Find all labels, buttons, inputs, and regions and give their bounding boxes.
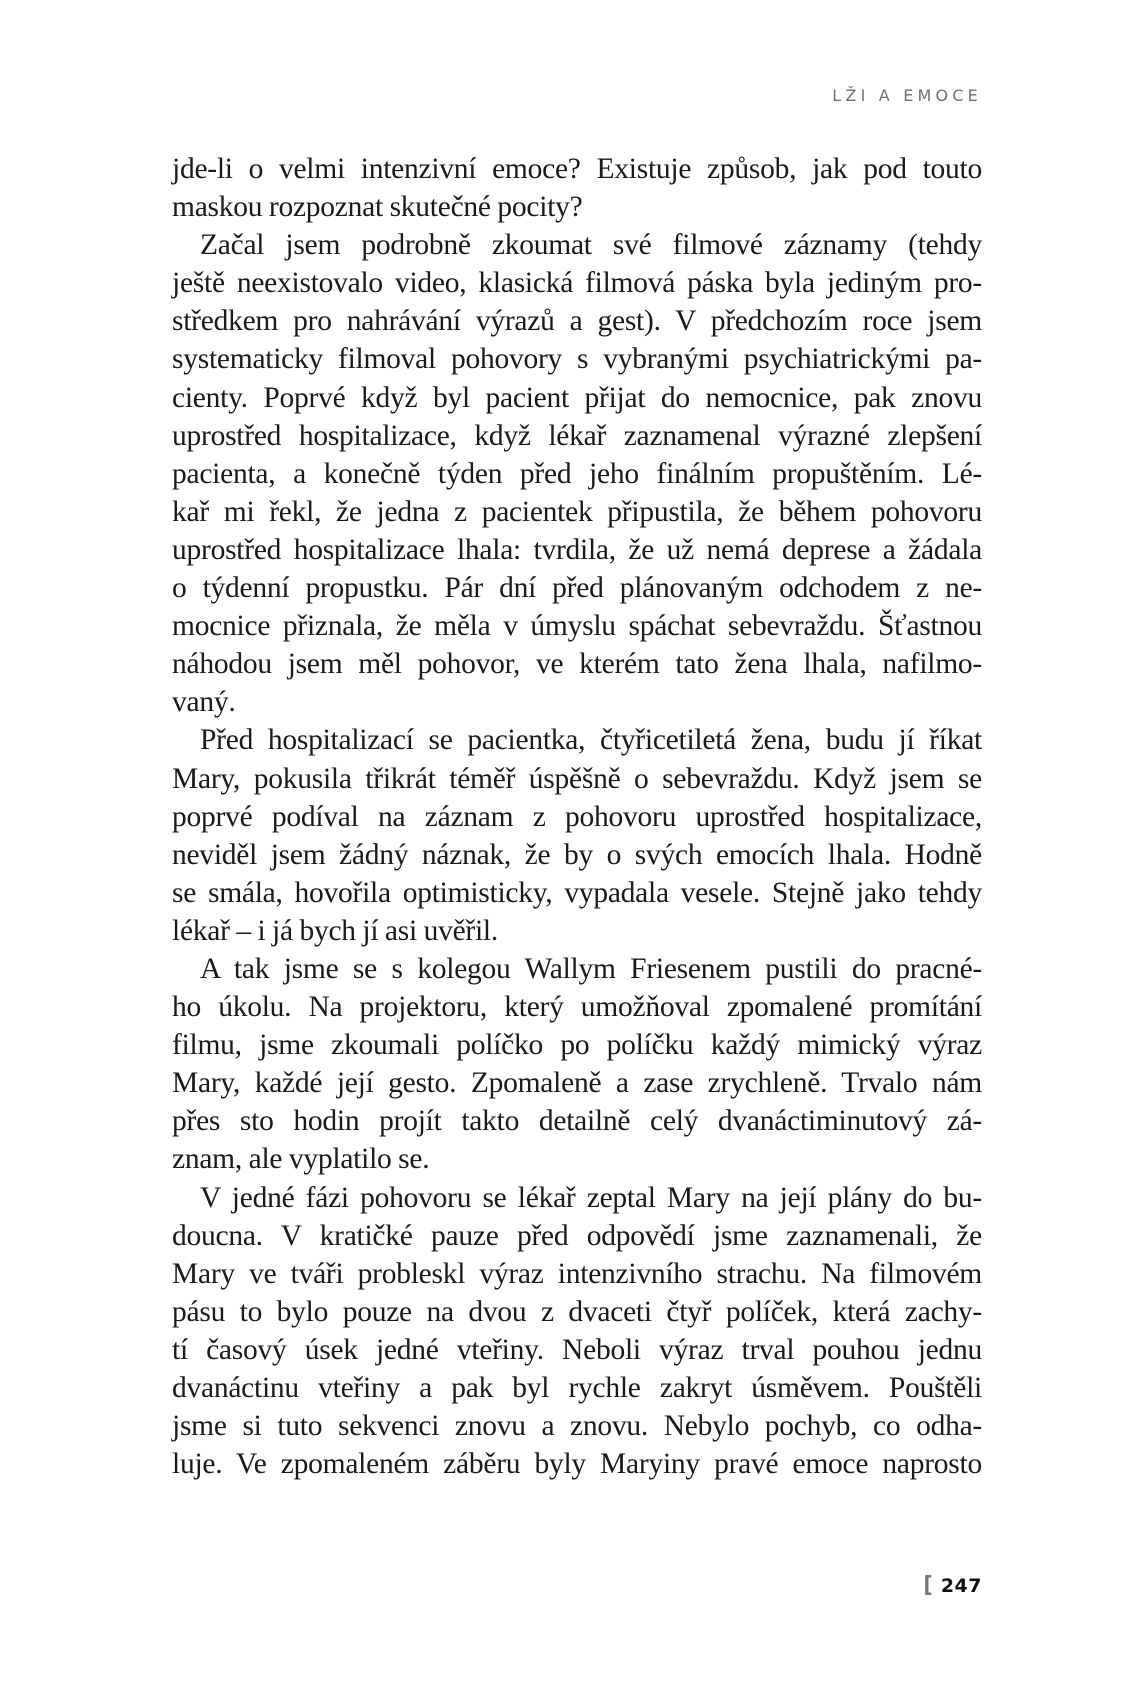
text-line: středkem pro nahrávání výrazů a gest). V předchozím roce jsem (172, 305, 982, 338)
text-line: náhodou jsem měl pohovor, ve kterém tato žena lhala, nafilmo- (172, 648, 982, 681)
text-line: jsme si tuto sekvenci znovu a znovu. Nebylo pochyb, co odha- (172, 1410, 982, 1443)
folio-bracket: [ (923, 1573, 933, 1598)
text-line: neviděl jsem žádný náznak, že by o svých emocích lhala. Hodně (172, 838, 982, 871)
text-line: dvanáctinu vteřiny a pak byl rychle zakryt úsměvem. Pouštěli (172, 1372, 982, 1404)
text-line: ho úkolu. Na projektoru, který umožňoval zpomalené promítání (172, 991, 982, 1024)
text-line: pásu to bylo pouze na dvou z dvaceti čtyř políček, která zachy- (172, 1295, 982, 1328)
text-line: jde-li o velmi intenzivní emoce? Existuje způsob, jak pod touto (172, 153, 982, 185)
text-line: Před hospitalizací se pacientka, čtyřicetiletá žena, budu jí říkat (200, 724, 982, 757)
body-text (172, 150, 982, 1483)
text-line: Mary ve tváři probleskl výraz intenzivního strachu. Na filmovém (172, 1257, 982, 1290)
text-line: Začal jsem podrobně zkoumat své filmové záznamy (tehdy (200, 229, 982, 262)
text-line: luje. Ve zpomaleném záběru byly Maryiny pravé emoce naprosto (172, 1448, 982, 1481)
text-line: filmu, jsme zkoumali políčko po políčku každý mimický výraz (172, 1029, 982, 1062)
page-number: 247 (940, 1574, 982, 1597)
text-line: přes sto hodin projít takto detailně celý dvanáctiminutový zá- (172, 1105, 982, 1138)
text-line: ještě neexistovalo video, klasická filmová páska byla jediným pro- (172, 267, 982, 300)
text-line: znam, ale vyplatilo se. (172, 1143, 430, 1176)
text-line: V jedné fázi pohovoru se lékař zeptal Mary na její plány do bu- (200, 1181, 982, 1214)
text-line: Mary, každé její gesto. Zpomaleně a zase zrychleně. Trvalo nám (172, 1067, 982, 1100)
text-line: Mary, pokusila třikrát téměř úspěšně o sebevraždu. Když jsem se (172, 762, 982, 795)
text-line: vaný. (172, 686, 236, 719)
paragraph (172, 1179, 982, 1484)
text-line: doucna. V kratičké pauze před odpovědí jsme zaznamenali, že (172, 1219, 982, 1252)
page-folio (923, 1573, 982, 1598)
text-line: A tak jsme se s kolegou Wallym Friesenem pustili do pracné- (200, 952, 982, 985)
text-line: uprostřed hospitalizace lhala: tvrdila, že už nemá deprese a žádala (172, 533, 982, 566)
text-line: kař mi řekl, že jedna z pacientek připustila, že během pohovoru (172, 495, 982, 528)
text-line: tí časový úsek jedné vteřiny. Neboli výraz trval pouhou jednu (172, 1333, 982, 1366)
text-line: mocnice přiznala, že měla v úmyslu spáchat sebevraždu. Šťastnou (172, 610, 982, 643)
text-line: uprostřed hospitalizace, když lékař zaznamenal výrazné zlepšení (172, 419, 982, 452)
text-line: pacienta, a konečně týden před jeho finálním propuštěním. Lé- (172, 457, 982, 490)
paragraph (172, 150, 982, 226)
text-line: o týdenní propustku. Pár dní před plánovaným odchodem z ne- (172, 572, 982, 605)
text-line: poprvé podíval na záznam z pohovoru uprostřed hospitalizace, (172, 800, 982, 833)
paragraph (172, 950, 982, 1179)
text-line: cienty. Poprvé když byl pacient přijat do nemocnice, pak znovu (172, 381, 982, 414)
text-line: maskou rozpoznat skutečné pocity? (172, 191, 583, 224)
text-line: lékař – i já bych jí asi uvěřil. (172, 914, 499, 947)
text-line: systematicky filmoval pohovory s vybranými psychiatrickými pa- (172, 343, 982, 376)
text-line: se smála, hovořila optimisticky, vypadala vesele. Stejně jako tehdy (172, 876, 982, 909)
paragraph (172, 226, 982, 721)
running-head-chapter-title: LŽI A EMOCE (832, 86, 982, 105)
paragraph (172, 721, 982, 950)
